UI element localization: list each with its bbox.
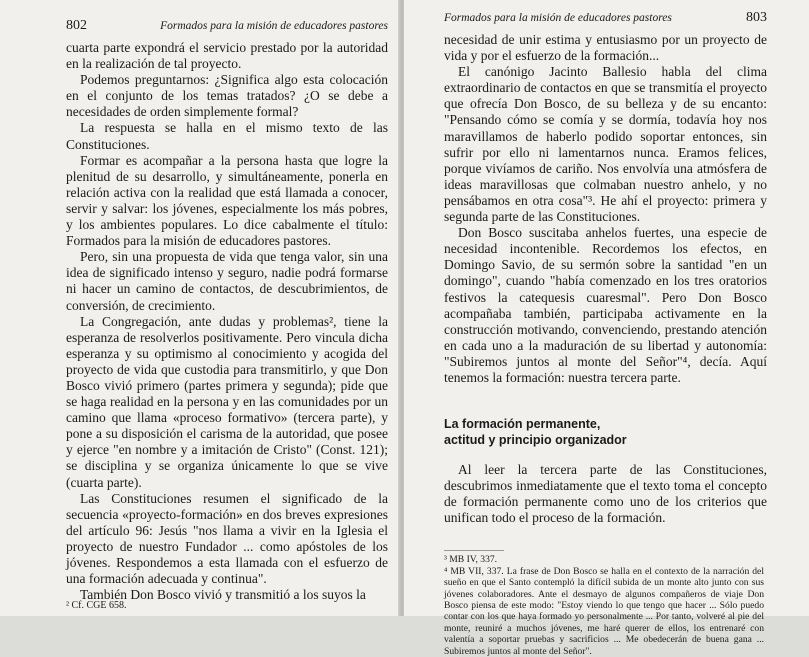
paragraph: Las Constituciones resumen el significado de la secuencia «proyecto-formación» en dos breves expresiones del artículo 96: Jesús "nos llama a vivir en la Iglesia el proyecto de nuestro Fundador ... como apóstoles de los jóvenes. Respondemos a esta llamada con el esfuerzo de una formación adecuada y continua".	[66, 490, 388, 587]
left-running-head: Formados para la misión de educadores pastores	[160, 20, 388, 32]
section-title-line: actitud y principio organizador	[444, 433, 627, 448]
paragraph: La respuesta se halla en el mismo texto de las Constituciones.	[66, 120, 388, 152]
left-header	[66, 18, 388, 34]
section-title-line: La formación permanente,	[444, 417, 601, 432]
right-running-head: Formados para la misión de educadores pastores	[444, 12, 672, 24]
paragraph: El canónigo Jacinto Ballesio habla del clima extraordinario de contactos en que se transmitía el proyecto que ofrecía Don Bosco, de su belleza y de su encanto: "Pensando cómo se comía y se dormía, todavía hoy nos maravillamos de haberlo podido soportar entonces, sin sufrir por ello ni lamentarnos nunca. Eramos felices, porque vivíamos de cariño. Nos envolvía una atmósfera de ideas maravillosas que colmaban nuestro anhelo, y no pensábamos en otra cosa"³. He ahí el proyecto: primera y segunda parte de las Constituciones.	[444, 64, 767, 225]
left-page	[0, 0, 400, 616]
paragraph: Pero, sin una propuesta de vida que tenga valor, sin una idea de significado intenso y seguro, nadie podrá formarse ni hacer un camino de contactos, de descubrimientos, de conversión, de crecimiento.	[66, 249, 388, 313]
paragraph: La Congregación, ante dudas y problemas², tiene la esperanza de resolverlos positivamente. Pero vincula dicha esperanza y su optimismo al conocimiento y acogida del proyecto de vida que custodia para transmitirlo, y que Don Bosco vivió primero (partes primera y segunda); pide que se haga realidad en la persona y en las comunidades por un camino que llama «proceso formativo» (tercera parte), y pone a su disposición el carisma de la autoridad, que posee y ejerce "en nombre y a imitación de Cristo" (Const. 121); se disciplina y se organiza únicamente lo que se vive (cuarta parte).	[66, 313, 388, 490]
left-body	[66, 40, 388, 603]
right-page	[404, 0, 809, 657]
section-title	[444, 416, 767, 448]
paragraph: cuarta parte expondrá el servicio prestado por la autoridad en la realización de tal proyecto.	[66, 40, 388, 72]
footnote: ⁴ MB VII, 337. La frase de Don Bosco se halla en el contexto de la narración del sueño en que el Santo contempló la difícil subida de un monte alto junto con sus jóvenes colaboradores. Ante el desmayo de algunos compañeros de viaje Don Bosco piensa de este modo: "Estoy viendo lo que tengo que hacer ... Sólo puedo contar con los que haya formado yo personalmente ... Por tanto, volveré al pie del monte, reuniré a muchos jóvenes, me haré querer de ellos, los entrenaré con valentía a soportar pruebas y sacrificios ... Me obedecerán de buena gana ... Subiremos juntos al monte del Señor".	[444, 565, 764, 657]
paragraph: Podemos preguntarnos: ¿Significa algo esta colocación en el conjunto de los temas tratados? ¿O se debe a necesidades de orden simplemente formal?	[66, 72, 388, 120]
right-page-number: 803	[746, 10, 767, 25]
left-page-number: 802	[66, 18, 87, 33]
right-body	[444, 32, 767, 526]
paragraph: Al leer la tercera parte de las Constituciones, descubrimos inmediatamente que el texto toma el concepto de formación permanente como uno de los criterios que unifican todo el proceso de la formación.	[444, 462, 767, 526]
paragraph: Formar es acompañar a la persona hasta que logre la plenitud de su desarrollo, y simultáneamente, ponerla en relación activa con la realidad que está llamada a conocer, servir y salvar: los jóvenes, especialmente los más pobres, y los ambientes populares. Lo dice cabalmente el título: Formados para la misión de educadores pastores.	[66, 152, 388, 249]
paragraph: También Don Bosco vivió y transmitió a los suyos la	[80, 587, 366, 603]
right-header	[444, 10, 767, 26]
paragraph: necesidad de unir estima y entusiasmo por un proyecto de vida y por el esfuerzo de la formación...	[444, 32, 767, 64]
footnote: ³ MB IV, 337.	[444, 554, 498, 566]
right-footnotes	[444, 550, 764, 657]
paragraph: Don Bosco suscitaba anhelos fuertes, una especie de necesidad incontenible. Recordemos los efectos, en Domingo Savio, de su sermón sobre la santidad "en un domingo", cuando "había comenzado en los tres oratorios festivos la catequesis cuaresmal". Pero Don Bosco acompañaba también, participaba activamente en la construcción motivando, convenciendo, prestando atención en cada uno a la maduración de su libertad y autonomía: "Subiremos juntos al monte del Señor"⁴, decía. Aquí tenemos la formación: nuestra tercera parte.	[444, 225, 767, 385]
left-footnote: ² Cf. CGE 658.	[66, 600, 127, 611]
